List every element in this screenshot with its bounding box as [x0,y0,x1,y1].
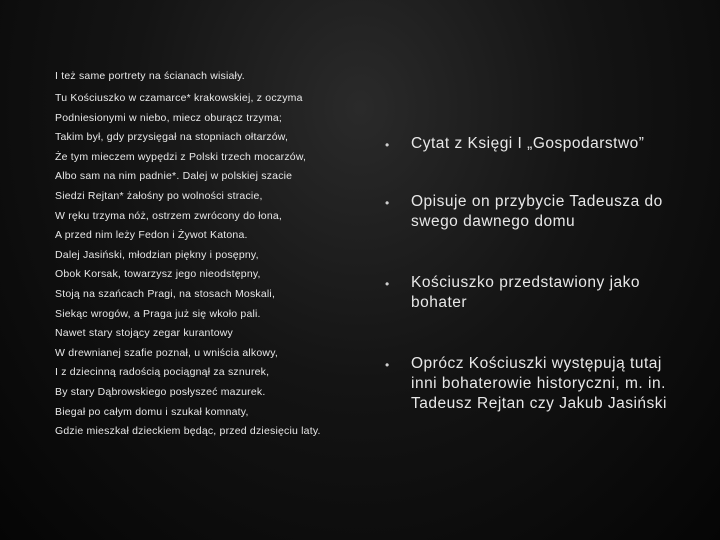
list-item [385,273,685,313]
bullet-text: Kościuszko przedstawiony jako bohater [411,274,641,311]
list-item [385,134,685,156]
bullet-marker: • [385,358,390,372]
bullet-text: Opisuje on przybycie Tadeusza do swego dawnego domu [411,193,663,230]
poem-line: Siedzi Rejtan* żałośny po wolności stracie, [55,190,263,202]
poem-line: Obok Korsak, towarzysz jego nieodstępny, [55,268,261,280]
poem-line: Tu Kościuszko w czamarce* krakowskiej, z oczyma [55,92,303,104]
poem-line: Podniesionymi w niebo, miecz oburącz trzyma; [55,112,283,124]
list-item [385,354,685,414]
poem-line: A przed nim leży Fedon i Żywot Katona. [55,229,248,241]
poem-line: Nawet stary stojący zegar kurantowy [55,327,233,339]
poem-line: W drewnianej szafie poznał, u wniścia alkowy, [55,347,278,359]
bullet-text: Cytat z Księgi I „Gospodarstwo” [411,135,645,152]
poem-line: Albo sam na nim padnie*. Dalej w polskiej szacie [55,170,293,182]
poem-line: Siekąc wrogów, a Praga już się wkoło pali. [55,308,261,320]
poem-line: Biegał po całym domu i szukał komnaty, [55,406,249,418]
poem-line: I też same portrety na ścianach wisiały. [55,70,245,82]
poem-line: By stary Dąbrowskiego posłyszeć mazurek. [55,386,266,398]
poem-line: I z dziecinną radością pociągnął za sznurek, [55,366,270,378]
poem-line: Stoją na szańcach Pragi, na stosach Moskali, [55,288,276,300]
poem-line: Że tym mieczem wypędzi z Polski trzech mocarzów, [55,151,307,163]
bullet-marker: • [385,138,390,152]
poem-line: Gdzie mieszkał dzieckiem będąc, przed dziesięciu laty. [55,425,321,437]
list-item [385,192,685,232]
bullet-marker: • [385,196,390,210]
poem-line: Dalej Jasiński, młodzian piękny i posępny, [55,249,259,261]
poem-line: Takim był, gdy przysięgał na stopniach ołtarzów, [55,131,289,143]
poem-line: W ręku trzyma nóż, ostrzem zwrócony do łona, [55,210,283,222]
bullet-marker: • [385,277,390,291]
bullet-text: Oprócz Kościuszki występują tutaj inni bohaterowie historyczni, m. in. Tadeusz Rejtan czy Jakub Jasiński [411,355,668,412]
